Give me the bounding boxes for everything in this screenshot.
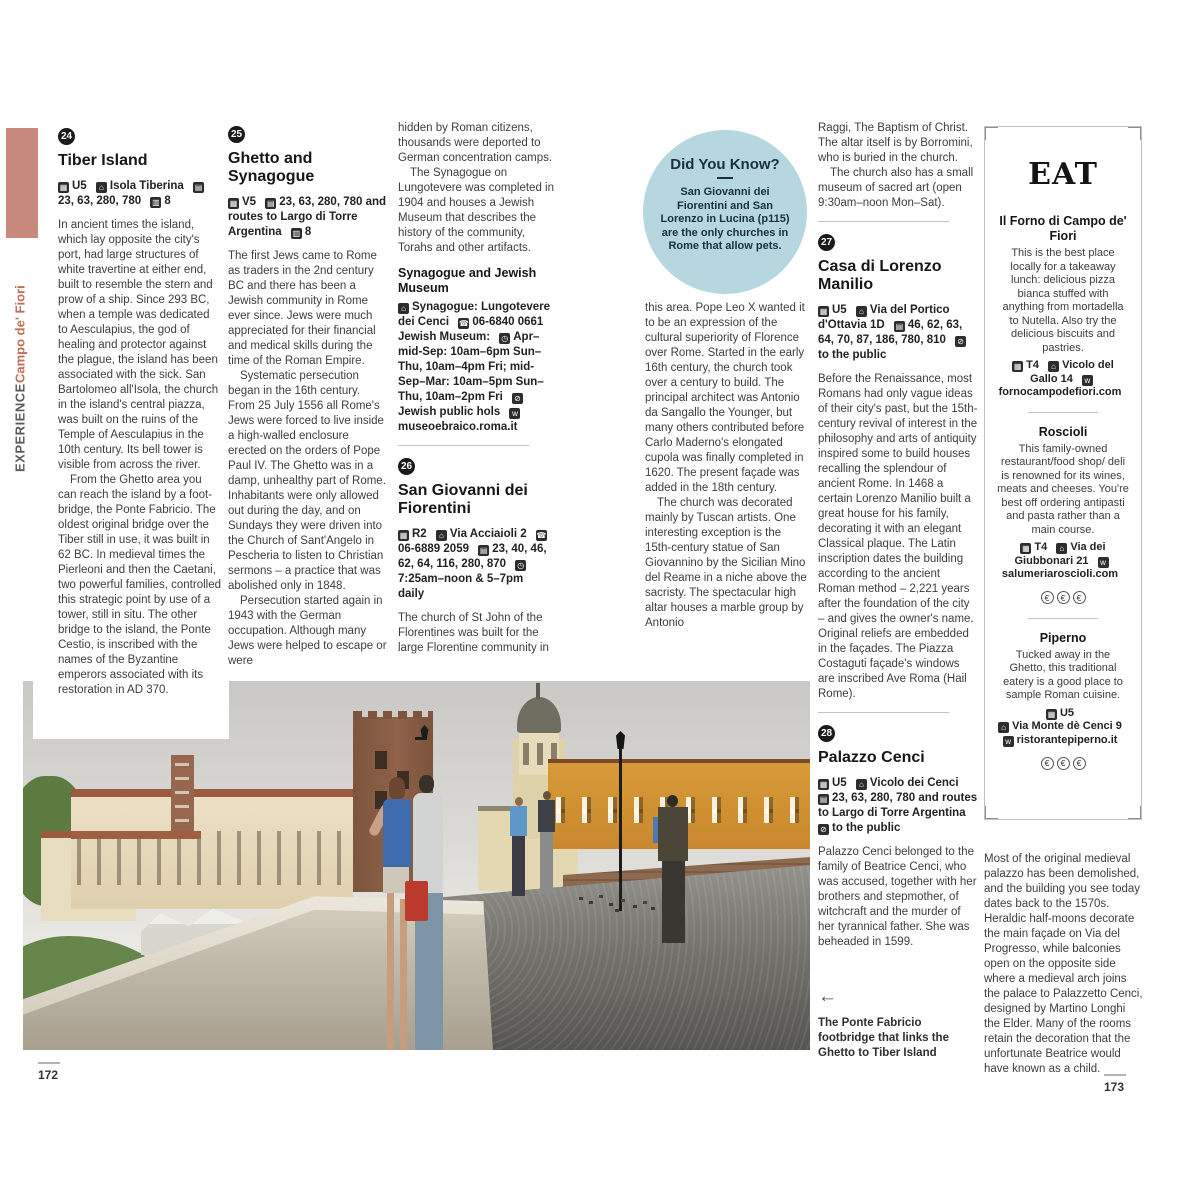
closed-value: to the public bbox=[832, 822, 901, 834]
photo-tower-windows bbox=[375, 751, 387, 769]
bus-icon: ▤ bbox=[895, 322, 904, 331]
website-icon: w bbox=[1003, 736, 1014, 747]
photo-caption bbox=[818, 986, 968, 1061]
clock-icon: ◷ bbox=[499, 333, 510, 344]
entry-number: 26 bbox=[400, 461, 413, 472]
photo-pigeons bbox=[579, 897, 583, 900]
photo-man-right-jacket bbox=[658, 807, 688, 861]
map-ref-value: U5 bbox=[72, 180, 87, 192]
column-tiber-island bbox=[50, 126, 222, 712]
price-euro-icon: € bbox=[1057, 757, 1070, 770]
photo-man-shirt bbox=[413, 793, 443, 893]
page-number-left: 172 bbox=[38, 1068, 59, 1082]
map-ref-value: T4 bbox=[1034, 541, 1048, 553]
address-icon: ⌂ bbox=[1048, 361, 1059, 372]
website-value: fornocampodefiori.com bbox=[998, 386, 1122, 398]
body-paragraph: The Synagogue on Lungotevere was completed in 1904 and houses a Jewish Museum that describes the history of the community, Torahs and other artifacts. bbox=[398, 167, 554, 254]
photo-roof bbox=[71, 831, 201, 839]
box-corner bbox=[1128, 126, 1142, 140]
address-icon: ⌂ bbox=[398, 303, 409, 314]
restaurant-description: This family-owned restaurant/food shop/ deli is renowned for its wines, meats and cheeses. You're best off ordering antipasti and pasta rather than a main course. bbox=[997, 442, 1129, 536]
page-number-rule bbox=[38, 1062, 60, 1064]
eat-divider bbox=[1028, 618, 1098, 619]
price-euro-icon: € bbox=[1041, 757, 1054, 770]
closed-value: to the public bbox=[818, 349, 887, 361]
map-ref-icon: ▦ bbox=[399, 531, 408, 540]
price-euro-icon: € bbox=[1041, 591, 1054, 604]
address-icon: ⌂ bbox=[96, 182, 107, 193]
map-ref-icon: ▦ bbox=[1047, 709, 1056, 719]
section-divider bbox=[398, 445, 529, 446]
address-icon: ⌂ bbox=[998, 722, 1009, 733]
photo-walker1-shirt bbox=[510, 806, 527, 836]
practical-info bbox=[398, 300, 558, 435]
bus-icon: ▤ bbox=[267, 199, 275, 208]
column-ghetto bbox=[228, 126, 388, 669]
price-rating bbox=[997, 753, 1129, 771]
tram-icon: ▥ bbox=[152, 198, 160, 207]
body-paragraph: Palazzo Cenci belonged to the family of Beatrice Cenci, who was accused, together with her brothers and stepmother, of witchcraft and the murder of her tyrannical father. She was beheaded in 1599. bbox=[818, 846, 977, 948]
restaurant-info bbox=[997, 359, 1129, 400]
phone-icon: ☎ bbox=[458, 319, 469, 328]
photo-woman-blue-top bbox=[383, 799, 411, 867]
caption-arrow-icon: ← bbox=[818, 986, 837, 1007]
tram-icon: ▥ bbox=[292, 229, 301, 238]
sidebar-chapter-label: Campo de' Fiori bbox=[12, 285, 28, 384]
photo-tower-crenellation bbox=[353, 711, 433, 719]
entry-number-badge bbox=[228, 126, 245, 143]
map-ref-icon: ▦ bbox=[819, 780, 828, 789]
bus-routes: 23, 63, 280, 780 bbox=[58, 195, 142, 207]
column-manilio-cenci bbox=[818, 121, 978, 950]
address-value: Synagogue: Lungotevere dei Cenci bbox=[398, 301, 551, 328]
address-icon: ⌂ bbox=[1056, 543, 1067, 554]
entry-number: 28 bbox=[820, 728, 833, 739]
address-value: Via Acciaioli 2 bbox=[449, 528, 527, 540]
website-value: salumeriaroscioli.com bbox=[1001, 568, 1119, 580]
section-divider bbox=[818, 221, 949, 222]
clock-icon: ◷ bbox=[515, 560, 526, 571]
address-value: Via dei Giubbonari 21 bbox=[1014, 541, 1106, 567]
eat-divider bbox=[1028, 412, 1098, 413]
price-euro-icon: € bbox=[1057, 591, 1070, 604]
body-paragraph: Persecution started again in 1943 with the German occupation. Although many Jews were helped to escape or were bbox=[228, 595, 387, 667]
closed-icon: ⊘ bbox=[818, 824, 829, 835]
did-you-know-text: San Giovanni dei Fiorentini and San Lorenzo in Lucina (p115) are the only churches in Rome that allow pets. bbox=[660, 186, 790, 252]
body-paragraph: From the Ghetto area you can reach the island by a foot-bridge, the Ponte Fabricio. The oldest original bridge over the Tiber still in use, it was built in 62 BC. In medieval times the Pierleoni and then the Caetani, two powerful families, controlled this strategic point by use of a tower, still in situ. The other bridge to the island, the Ponte Cestio, is inscribed with the names of the Byzantine emperors associated with its restoration in AD 370. bbox=[58, 474, 221, 696]
tram-route: 8 bbox=[304, 226, 312, 238]
photo-woman-head bbox=[389, 777, 405, 799]
address-icon: ⌂ bbox=[436, 530, 447, 541]
restaurant-info bbox=[997, 541, 1129, 582]
photo-woman-legs bbox=[387, 893, 394, 1050]
photo-lamppost bbox=[619, 743, 622, 911]
website-value: museoebraico.roma.it bbox=[398, 421, 518, 433]
photo-man-head bbox=[419, 775, 434, 793]
column-san-giovanni-cont bbox=[645, 301, 807, 631]
map-ref-value: U5 bbox=[832, 304, 847, 316]
body-paragraph: The church also has a small museum of sacred art (open 9:30am–noon Mon–Sat). bbox=[818, 167, 974, 209]
bus-icon: ▤ bbox=[819, 795, 828, 804]
map-ref-icon: ▦ bbox=[819, 307, 828, 316]
photo-man-right-legs bbox=[662, 861, 685, 943]
map-ref-value: U5 bbox=[1059, 706, 1075, 719]
map-ref-value: U5 bbox=[832, 777, 847, 789]
website-icon: w bbox=[1082, 375, 1093, 386]
entry-number-badge bbox=[58, 128, 75, 145]
entry-number: 25 bbox=[230, 129, 243, 140]
hours-value: 7:25am–noon & 5–7pm daily bbox=[398, 573, 524, 600]
did-you-know-title: Did You Know? bbox=[670, 156, 780, 173]
address-value: Via Monte dè Cenci 9 bbox=[1012, 720, 1122, 732]
entry-number: 24 bbox=[60, 131, 73, 142]
restaurant-name: Piperno bbox=[1039, 630, 1087, 645]
address-icon: ⌂ bbox=[856, 779, 867, 790]
price-euro-icon: € bbox=[1073, 757, 1086, 770]
entry-info bbox=[228, 195, 388, 240]
website-icon: w bbox=[509, 408, 520, 419]
hours-value: Apr–mid-Sep: 10am–6pm Sun–Thu, 10am–4pm Fri; mid-Sep–Mar: 10am–5pm Sun–Thu, 10am–2pm Fri bbox=[398, 331, 544, 403]
photo-walker1-legs bbox=[512, 836, 525, 896]
photo-romanesque-belltower bbox=[171, 755, 194, 831]
box-corner bbox=[984, 806, 998, 820]
eat-box-title: EAT bbox=[1028, 157, 1098, 192]
eat-section-piperno bbox=[997, 631, 1129, 772]
entry-info bbox=[398, 527, 558, 602]
photo-building-cream-main bbox=[71, 789, 353, 909]
entry-title: Palazzo Cenci bbox=[818, 749, 925, 766]
bus-icon: ▤ bbox=[194, 183, 203, 192]
closed-icon: ⊘ bbox=[512, 393, 523, 404]
body-paragraph: In ancient times the island, which lay opposite the city's port, had large structures of white travertine at either end, built to resemble the stern and prow of a ship. Since 293 BC, when a temple was dedicated to Aesculapius, the god of healing and protector against the plague, the island has been associated with the sick. San Bartolomeo all'Isola, the church in the island's central piazza, was built on the ruins of the Temple of Aesculapius in the 10th century. Its bell tower is visible from across the river. bbox=[58, 219, 219, 471]
body-paragraph: Raggi, The Baptism of Christ. The altar itself is by Borromini, who is buried in the church. bbox=[818, 122, 973, 164]
address-value: Via del Portico d'Ottavia 1D bbox=[818, 304, 950, 331]
body-paragraph: Systematic persecution began in the 16th century. From 25 July 1556 all Rome's Jews were forced to live inside a high-walled enclosure erected on the orders of Pope Paul IV. The Ghetto was in a damp, unhealthy part of Rome. Inhabitants were only allowed out during the day, and on Sundays they were driven into the Church of Sant'Angelo in Pescheria to listen to Christian sermons – a practice that was abolished only in 1848. bbox=[228, 370, 386, 592]
map-ref-icon: ▦ bbox=[1013, 362, 1022, 371]
eat-section-il-forno bbox=[997, 214, 1129, 400]
entry-number-badge bbox=[818, 234, 835, 251]
bus-icon: ▤ bbox=[479, 546, 488, 555]
page-number-rule bbox=[1104, 1074, 1126, 1076]
eat-section-roscioli bbox=[997, 425, 1129, 606]
address-value: Vicolo del Gallo 14 bbox=[1030, 359, 1114, 385]
chapter-color-tab bbox=[6, 128, 38, 238]
entry-title: Casa di Lorenzo Manilio bbox=[818, 258, 942, 293]
map-ref-value: R2 bbox=[412, 528, 427, 540]
entry-info bbox=[58, 179, 222, 209]
body-paragraph: Most of the original medieval palazzo has been demolished, and the building you see today dates back to the 1570s. Heraldic half-moons decorate the main façade on Via del Progresso, while balconies open on the opposite side where a medieval arch joins the palace to Palazzetto Cenci, designed by Martino Longhi the Elder. Many of the rooms retain the decoration that the unfortunate Beatrice would have known as a child. bbox=[984, 853, 1143, 1075]
photo-walker2-head bbox=[543, 791, 551, 800]
restaurant-name: Il Forno di Campo de' Fiori bbox=[999, 214, 1127, 243]
phone-icon: ☎ bbox=[536, 531, 547, 540]
photo-lamppost-lantern-icon bbox=[613, 731, 628, 749]
address-value: Vicolo dei Cenci bbox=[869, 777, 959, 789]
box-corner bbox=[984, 126, 998, 140]
box-corner bbox=[1128, 806, 1142, 820]
phone-value: 06-6889 2059 bbox=[398, 543, 469, 555]
page-number-right: 173 bbox=[1104, 1080, 1125, 1094]
did-you-know-callout bbox=[643, 130, 807, 294]
sidebar-section-label: EXPERIENCE bbox=[12, 383, 28, 472]
photo-woman-red-bag bbox=[405, 881, 428, 921]
restaurant-info bbox=[997, 707, 1129, 748]
closed-icon: ⊘ bbox=[955, 336, 966, 347]
photo-man-right-head bbox=[667, 795, 678, 807]
photo-dome bbox=[517, 697, 561, 733]
map-ref-value: V5 bbox=[242, 196, 257, 208]
map-ref-icon: ▦ bbox=[59, 183, 68, 192]
body-paragraph: The first Jews came to Rome as traders in the 2nd century BC and there has been a Jewish community in Rome ever since. Jews were much appreciated for their financial and medical skills during the time of the Roman Empire. bbox=[228, 250, 377, 367]
body-paragraph: The church of St John of the Florentines was built for the large Florentine community in bbox=[398, 612, 549, 654]
chapter-sidebar bbox=[2, 246, 38, 486]
entry-info bbox=[818, 303, 978, 363]
entry-title: Tiber Island bbox=[58, 152, 148, 169]
bus-routes: 46, 62, 63, 64, 70, 87, 186, 780, 810 bbox=[818, 319, 963, 346]
price-euro-icon: € bbox=[1073, 591, 1086, 604]
entry-title: San Giovanni dei Fiorentini bbox=[398, 482, 528, 517]
address-icon: ⌂ bbox=[856, 306, 867, 317]
address-value: Isola Tiberina bbox=[109, 180, 184, 192]
map-ref-icon: ▦ bbox=[1022, 544, 1030, 553]
caption-text: The Ponte Fabricio footbridge that links the Ghetto to Tiber Island bbox=[818, 1017, 949, 1059]
eat-recommendations-box bbox=[984, 126, 1142, 820]
bus-routes: 23, 63, 280, 780 and routes to Largo di Torre Argentina bbox=[818, 792, 978, 819]
website-value: ristorantepiperno.it bbox=[1016, 733, 1118, 746]
body-paragraph: The church was decorated mainly by Tuscan artists. One interesting exception is the 15th-century statue of San Giovannino by the Sicilian Mino del Reame in a niche above the sacristy. The spectacular high altar houses a marble group by Antonio bbox=[645, 497, 807, 629]
entry-info bbox=[818, 776, 978, 836]
website-icon: w bbox=[1098, 557, 1109, 568]
entry-number-badge bbox=[818, 725, 835, 742]
entry-number: 27 bbox=[820, 237, 833, 248]
phone-value: 06-6840 0661 bbox=[472, 316, 544, 328]
entry-number-badge bbox=[398, 458, 415, 475]
info-label: Jewish Museum: bbox=[398, 331, 491, 343]
map-ref-icon: ▦ bbox=[229, 199, 238, 208]
subheading: Synagogue and Jewish Museum bbox=[398, 266, 537, 295]
photo-walker1-head bbox=[515, 797, 523, 806]
column-synagogue-san-giovanni bbox=[398, 121, 558, 656]
map-ref-value: T4 bbox=[1026, 359, 1039, 371]
restaurant-name: Roscioli bbox=[1038, 424, 1088, 439]
section-divider bbox=[818, 712, 949, 713]
price-rating bbox=[997, 588, 1129, 606]
tram-route: 8 bbox=[164, 195, 171, 207]
column-cenci-continuation bbox=[984, 852, 1144, 1077]
closed-value: Jewish public hols bbox=[398, 406, 501, 418]
photo-dome-finial bbox=[536, 683, 540, 699]
bus-routes: 23, 63, 280, 780 and routes to Largo di Torre Argentina bbox=[228, 196, 387, 238]
entry-title: Ghetto and Synagogue bbox=[228, 150, 315, 185]
body-paragraph: hidden by Roman citizens, thousands were deported to German concentration camps. bbox=[398, 122, 553, 164]
photo-walker2-shirt bbox=[538, 800, 555, 832]
restaurant-description: Tucked away in the Ghetto, this traditional eatery is a good place to sample Roman cuisine. bbox=[1003, 648, 1123, 701]
did-you-know-rule bbox=[717, 177, 733, 179]
body-paragraph: this area. Pope Leo X wanted it to be an expression of the cultural superiority of Florence over Rome. Started in the early 16th century, the church took over a century to build. The principal architect was Antonio da Sangallo the Younger, but many others contributed before Carlo Maderno's elongated cupola was finally completed in 1620. The present façade was added in the 18th century. bbox=[645, 302, 805, 494]
photo-walker2-legs bbox=[540, 832, 553, 894]
body-paragraph: Before the Renaissance, most Romans had only vague ideas of their city's past, but the 15th-century revival of interest in the philosophy and arts of antiquity inspired some to build houses recalling the splendour of ancient Rome. In 1468 a certain Lorenzo Manilio built a great house for his family, decorating it with an elegant Classical plaque. The Latin inscription dates the building according to the ancient Roman method – 2,221 years after the foundation of the city – and gives the owner's name. Original reliefs are embedded in the façades. The Piazza Costaguti façade's windows are inscribed Ave Roma (Hail Rome). bbox=[818, 373, 978, 700]
bus-routes: 23, 40, 46, 62, 64, 116, 280, 870 bbox=[398, 543, 547, 570]
restaurant-description: This is the best place locally for a takeaway lunch: delicious pizza bianca stuffed with anything from mortadella to Nutella. Also try the delicious biscuits and pastries. bbox=[1002, 247, 1124, 354]
